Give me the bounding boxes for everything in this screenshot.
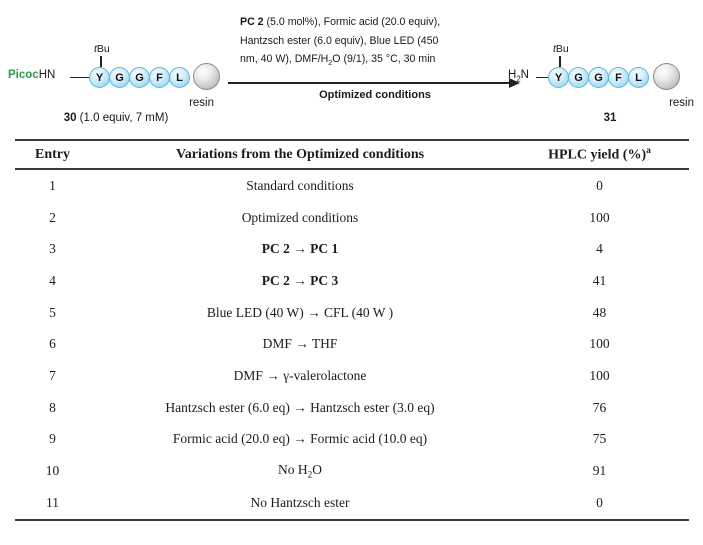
entry-cell: 2 [49, 209, 56, 225]
entry-cell: 1 [49, 177, 56, 193]
yield-cell: 100 [589, 336, 610, 352]
entry-cell: 10 [45, 463, 60, 479]
resin-label: resin [189, 97, 214, 109]
reaction-arrow [228, 82, 510, 84]
peptide-beads [90, 67, 190, 88]
yield-cell: 48 [592, 304, 607, 320]
compound-30-label: 30 (1.0 equiv, 7 mM) [63, 112, 169, 124]
table-header-row [15, 141, 689, 170]
amide-bond [70, 77, 91, 79]
residue-bead: F [149, 67, 170, 88]
tbu-substituent-label: tBu [94, 43, 110, 55]
tbu-substituent-label: tBu [553, 43, 569, 55]
n-terminus-label: $H_2N$ [508, 69, 529, 84]
yield-cell: 76 [592, 399, 607, 415]
variation-cell: Standard conditions [246, 177, 354, 193]
entry-cell: 5 [49, 304, 56, 320]
reactant-molecule [6, 40, 221, 132]
resin-sphere [653, 63, 680, 90]
table-row [15, 233, 689, 265]
entry-cell: 8 [49, 399, 56, 415]
yield-cell: 75 [592, 431, 607, 447]
table-row [15, 455, 689, 487]
table-row [15, 392, 689, 424]
variation-cell: DMF → THF [262, 336, 338, 352]
compound-31-label: 31 [603, 112, 617, 124]
residue-bead: G [109, 67, 130, 88]
table-row [15, 424, 689, 456]
yield-cell: 41 [592, 272, 607, 288]
variation-cell: Formic acid (20.0 eq) → Formic acid (10.0 eq) [172, 431, 428, 447]
n-terminus-label: PicocHN [8, 69, 56, 81]
variation-cell: DMF → γ-valerolactone [233, 367, 367, 383]
entry-cell: 11 [46, 494, 59, 510]
entry-cell: 6 [49, 336, 56, 352]
variation-cell: No $H_2O$ [278, 462, 322, 480]
table-row [15, 487, 689, 519]
yield-cell: 100 [589, 209, 610, 225]
resin-sphere [193, 63, 220, 90]
entry-cell: 4 [49, 272, 56, 288]
yield-cell: 0 [596, 177, 603, 193]
conditions-line-1: PC 2 (5.0 mol%), Formic acid (20.0 equiv), [240, 16, 441, 28]
variation-cell: Optimized conditions [241, 209, 359, 225]
header-hplc-yield: HPLC yield (%)$^a$ [548, 145, 651, 163]
variation-cell: Hantzsch ester (6.0 eq) → Hantzsch ester (3.0 eq) [165, 399, 435, 415]
tbu-bond [559, 56, 561, 67]
yield-cell: 100 [589, 367, 610, 383]
product-molecule [500, 40, 700, 132]
reaction-conditions [240, 13, 532, 73]
residue-bead: Y [89, 67, 110, 88]
variation-cell: Blue LED (40 W) → CFL (40 W ) [206, 304, 394, 320]
table-row [15, 202, 689, 234]
residue-bead: G [588, 67, 609, 88]
entry-cell: 3 [49, 241, 56, 257]
table-row [15, 265, 689, 297]
residue-bead: Y [548, 67, 569, 88]
optimized-conditions-label: Optimized conditions [319, 89, 431, 101]
table-row [15, 360, 689, 392]
table-row [15, 170, 689, 202]
variation-cell: PC 2 → PC 1 [261, 241, 339, 257]
yield-cell: 0 [596, 494, 603, 510]
residue-bead: L [169, 67, 190, 88]
table-row [15, 328, 689, 360]
header-variations: Variations from the Optimized conditions [175, 146, 425, 162]
entry-cell: 9 [49, 431, 56, 447]
variation-cell: PC 2 → PC 3 [261, 272, 339, 288]
table-row [15, 297, 689, 329]
residue-bead: G [568, 67, 589, 88]
entry-cell: 7 [49, 367, 56, 383]
conditions-line-3: nm, 40 W), DMF/$H_2O$ (9/1), 35 °C, 30 min [240, 53, 436, 68]
residue-bead: G [129, 67, 150, 88]
header-entry: Entry [35, 146, 70, 162]
residue-bead: L [628, 67, 649, 88]
variation-cell: No Hantzsch ester [250, 494, 350, 510]
resin-label: resin [669, 97, 694, 109]
yield-cell: 91 [592, 463, 607, 479]
table-body [15, 170, 689, 519]
peptide-beads [549, 67, 649, 88]
optimization-table [15, 139, 689, 521]
yield-cell: 4 [596, 241, 603, 257]
conditions-line-2: Hantzsch ester (6.0 equiv), Blue LED (450 [240, 34, 439, 47]
residue-bead: F [608, 67, 629, 88]
tbu-bond [100, 56, 102, 67]
